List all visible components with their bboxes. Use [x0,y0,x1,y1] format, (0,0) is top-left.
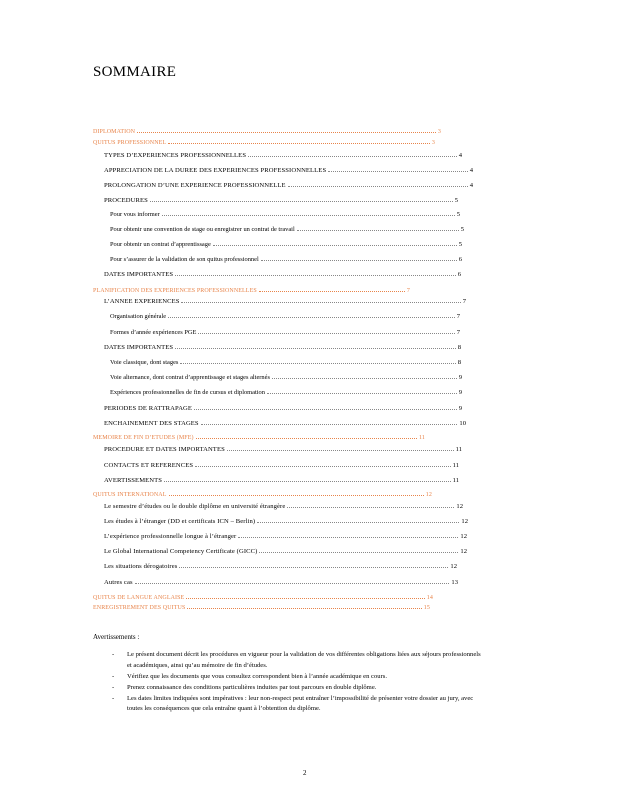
warnings-list [112,650,482,715]
toc-dot-leader [180,363,455,364]
toc-entry-page: 8 [457,344,461,351]
toc-entry-title: QUITUS DE LANGUE ANGLAISE [93,595,185,601]
toc-dot-leader [248,156,457,157]
warning-text: Le présent document décrit les procédures en vigueur pour la validation de vos différentes obligations liées aux séjours professionnels et académiques, ainsi qu’au mémoire de fin d’études. [127,651,481,669]
toc-dot-leader [169,495,424,496]
toc-dot-leader [168,143,430,144]
toc-entry-page: 4 [458,152,462,159]
toc-dot-leader [137,132,436,133]
toc-dot-leader [162,215,455,216]
toc-entry-title: Pour obtenir une convention de stage ou enregistrer un contrat de travail [110,226,295,233]
toc-dot-leader [267,393,457,394]
toc-dot-leader [198,333,454,334]
warning-item [112,672,482,683]
toc-entry-title: APPRECIATION DE LA DUREE DES EXPERIENCES PROFESSIONNELLES [104,167,327,174]
toc-entry[interactable] [104,271,461,278]
toc-entry-title: QUITUS PROFESSIONNEL [93,140,167,146]
toc-entry[interactable] [104,298,466,305]
toc-entry-page: 14 [426,595,433,601]
toc-dot-leader [287,507,454,508]
toc-entry-page: 12 [425,492,432,498]
toc-entry[interactable] [110,389,462,396]
toc-dot-leader [297,230,459,231]
toc-entry-page: 9 [458,374,462,381]
toc-entry[interactable] [93,492,432,498]
toc-entry-title: MEMOIRE DE FIN D’ETUDES (MFE) [93,435,194,441]
toc-entry-title: Autres cas [104,579,133,586]
warning-text: Vérifiez que les documents que vous consultez correspondent bien à l’année académique en cours. [127,672,387,680]
toc-entry-page: 5 [458,241,462,248]
toc-entry[interactable] [104,197,458,204]
toc-entry-page: 11 [419,435,425,441]
toc-dot-leader [175,275,456,276]
toc-entry[interactable] [104,344,461,351]
toc-dot-leader [328,171,467,172]
toc-entry[interactable] [93,605,430,611]
toc-dot-leader [187,608,421,609]
toc-dot-leader [181,302,460,303]
toc-entry-page: 12 [450,563,457,570]
toc-entry-page: 3 [437,129,441,135]
toc-entry-title: Pour s’assurer de la validation de son quitus professionnel [110,256,259,263]
toc-dot-leader [195,466,451,467]
toc-dot-leader [186,598,424,599]
toc-entry[interactable] [104,182,473,189]
toc-entry-title: DIPLOMATION [93,129,136,135]
warning-item [112,683,482,694]
toc-entry-page: 12 [456,503,463,510]
toc-entry[interactable] [104,167,473,174]
toc-dot-leader [196,438,417,439]
toc-entry[interactable] [104,579,458,586]
dash-bullet: - [112,672,115,680]
toc-entry[interactable] [93,140,435,146]
toc-entry-page: 12 [461,518,468,525]
toc-entry-title: L’expérience professionnelle longue à l’étranger [104,533,237,540]
warning-text: Prenez connaissance des conditions particulières induites par tout parcours en double diplôme. [127,683,377,691]
toc-entry-title: Expériences professionnelles de fin de cursus et diplomation [110,389,265,396]
toc-dot-leader [238,537,458,538]
toc-entry-page: 4 [469,167,473,174]
toc-entry-title: Formes d’année expériences PGE [110,329,197,336]
toc-dot-leader [213,245,457,246]
warning-item [112,650,482,671]
toc-dot-leader [201,424,458,425]
toc-entry[interactable] [110,313,460,320]
toc-entry-page: 9 [458,389,462,396]
toc-entry[interactable] [110,359,461,366]
toc-entry-page: 7 [406,288,410,294]
page-number: 2 [303,769,307,777]
toc-entry-page: 5 [456,211,460,218]
warning-text: Les dates limites indiquées sont impératives : leur non-respect peut entraîner l’impossibilité de présenter votre dossier au jury, avec toutes les conséquences que cela entraîne quant à l’obtention du diplôme. [127,694,474,712]
toc-entry[interactable] [104,405,462,412]
dash-bullet: - [112,651,115,658]
toc-entry[interactable] [104,420,466,427]
toc-entry[interactable] [93,129,441,135]
toc-entry-title: PLANIFICATION DES EXPERIENCES PROFESSIONNELLES [93,288,257,294]
toc-dot-leader [259,291,405,292]
toc-entry-page: 12 [460,548,467,555]
toc-entry-page: 5 [454,197,458,204]
warnings-title: Avertissements : [93,633,140,641]
toc-entry[interactable] [110,241,462,248]
toc-entry-title: CONTACTS ET REFERENCES [104,462,194,469]
dash-bullet: - [112,694,115,702]
toc-entry-title: Les situations dérogatoires [104,563,178,570]
toc-entry-title: QUITUS INTERNATIONAL [93,492,167,498]
toc-entry-title: PROLONGATION D’UNE EXPERIENCE PROFESSIONNELLE [104,182,286,189]
toc-entry-title: TYPES D’EXPERIENCES PROFESSIONNELLES [104,152,247,159]
toc-entry-page: 6 [457,271,461,278]
toc-entry-page: 4 [469,182,473,189]
toc-entry-title: Pour vous informer [110,211,160,218]
toc-entry-title: PROCEDURES [104,197,148,204]
toc-entry-page: 7 [462,298,466,305]
toc-entry-title: Le semestre d’études ou le double diplôme en université étrangère [104,503,286,510]
toc-entry-title: AVERTISSEMENTS [104,477,163,484]
toc-entry-page: 12 [460,533,467,540]
toc-entry-page: 11 [452,477,459,484]
toc-entry-page: 15 [423,605,430,611]
dash-bullet: - [112,683,115,691]
toc-entry[interactable] [104,503,463,510]
toc-entry-page: 5 [460,226,464,233]
toc-entry[interactable] [104,548,467,555]
toc-entry-title: Voie alternance, dont contrat d’apprentissage et stages alternés [110,374,270,381]
toc-entry[interactable] [110,211,460,218]
toc-dot-leader [135,583,450,584]
toc-dot-leader [259,552,458,553]
toc-entry[interactable] [110,226,464,233]
toc-entry[interactable] [104,477,459,484]
toc-entry-page: 11 [455,446,462,453]
toc-entry[interactable] [104,446,462,453]
toc-dot-leader [150,201,453,202]
toc-entry-title: Organisation générale [110,313,167,320]
toc-dot-leader [179,567,448,568]
toc-entry-title: Voie classique, dont stages [110,359,179,366]
toc-entry-title: ENCHAINEMENT DES STAGES [104,420,199,427]
toc-entry-page: 8 [457,359,461,366]
toc-entry-title: ENREGISTREMENT DES QUITUS [93,605,186,611]
toc-entry[interactable] [104,563,457,570]
toc-entry-title: Le Global International Competency Certificate (GICC) [104,548,258,555]
warning-item [112,694,482,715]
toc-dot-leader [164,481,451,482]
toc-dot-leader [175,348,456,349]
toc-entry[interactable] [93,435,425,441]
toc-entry-title: PROCEDURE ET DATES IMPORTANTES [104,446,225,453]
toc-entry[interactable] [104,462,459,469]
toc-entry-page: 10 [459,420,466,427]
toc-entry[interactable] [104,533,467,540]
toc-entry-page: 7 [456,313,460,320]
toc-entry-page: 3 [431,140,435,146]
toc-entry-title: PERIODES DE RATTRAPAGE [104,405,193,412]
toc-entry[interactable] [110,329,460,336]
toc-entry-page: 9 [458,405,462,412]
toc-dot-leader [227,450,454,451]
page-title: SOMMAIRE [93,64,177,80]
toc-entry-page: 11 [452,462,459,469]
toc-entry-title: DATES IMPORTANTES [104,271,174,278]
toc-entry-title: Les études à l’étranger (DD et certificats ICN – Berlin) [104,518,256,525]
toc-entry[interactable] [110,374,462,381]
toc-entry-title: DATES IMPORTANTES [104,344,174,351]
toc-entry-page: 13 [451,579,458,586]
toc-dot-leader [168,317,455,318]
toc-dot-leader [261,260,457,261]
toc-entry[interactable] [93,595,433,601]
toc-entry[interactable] [104,518,468,525]
toc-entry-title: Pour obtenir un contrat d’apprentissage [110,241,211,248]
toc-dot-leader [257,522,459,523]
toc-entry-title: L’ANNEE EXPERIENCES [104,298,180,305]
toc-entry-page: 6 [458,256,462,263]
toc-entry[interactable] [110,256,462,263]
toc-dot-leader [272,378,457,379]
toc-entry-page: 7 [456,329,460,336]
toc-dot-leader [288,186,468,187]
toc-entry[interactable] [93,288,410,294]
toc-dot-leader [194,409,457,410]
toc-entry[interactable] [104,152,462,159]
